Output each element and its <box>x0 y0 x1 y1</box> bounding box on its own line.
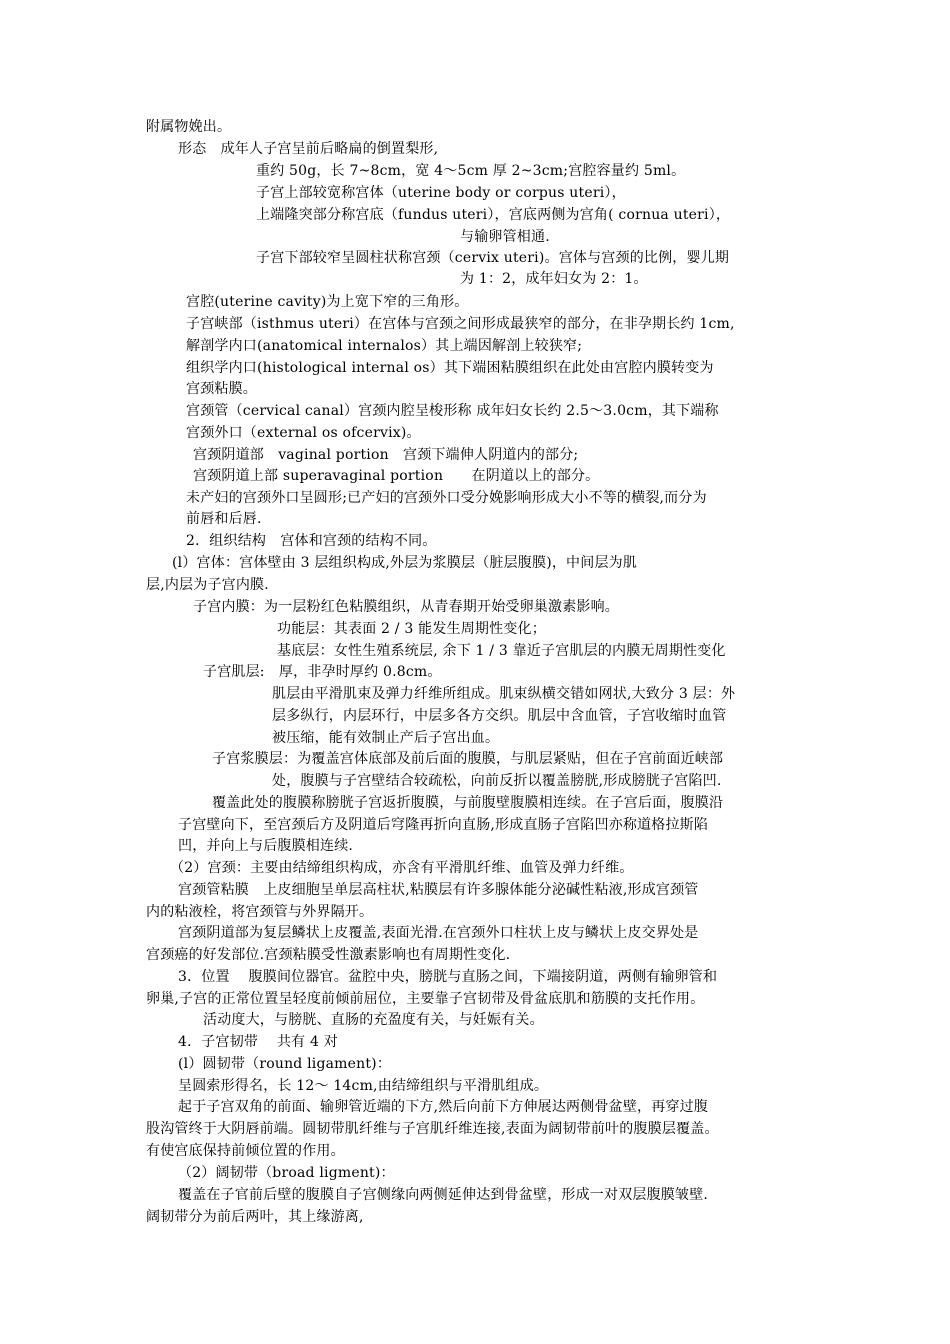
text-line: 2．组织结构 宫体和宫颈的结构不同。 <box>186 533 437 549</box>
text-line: 未产妇的宫颈外口呈圆形;已产妇的宫颈外口受分娩影响形成大小不等的横裂,而分为 <box>186 490 707 506</box>
text-line: 功能层：其表面 2 / 3 能发生周期性变化； <box>277 621 546 637</box>
text-line: 子宫壁向下，至宫颈后方及阴道后穹隆再折向直肠,形成直肠子宫陷凹亦称道格拉斯陷 <box>178 817 709 833</box>
text-line: (l）宫体：宫体壁由 3 层组织构成,外层为浆膜层（脏层腹膜)，中间层为肌 <box>172 555 638 571</box>
text-line: 阔韧带分为前后两叶，其上缘游离, <box>146 1209 364 1225</box>
text-line: 子宫下部较窄呈圆柱状称宫颈（cervix uteri)。宫体与宫颈的比例，婴儿期 <box>256 250 730 266</box>
text-line: (l）圆韧带（round ligament)： <box>178 1056 392 1072</box>
text-line: 被压缩，能有效制止产后子宫出血。 <box>272 730 500 746</box>
text-line: 子宫浆膜层：为覆盖宫体底部及前后面的腹膜，与肌层紧贴，但在子宫前面近峡部 <box>212 751 724 767</box>
text-line: 4．子宫韧带 共有 4 对 <box>178 1034 338 1050</box>
text-line: 前唇和后唇. <box>186 511 262 527</box>
text-line: 覆盖此处的腹膜称膀胱子宫返折腹膜，与前腹壁腹膜相连续。在子宫后面，腹膜沿 <box>212 795 724 811</box>
text-line: 内的粘液栓，将宫颈管与外界隔开。 <box>146 904 374 920</box>
text-line: （2）宫颈：主要由结缔组织构成，亦含有平滑肌纤维、血管及弹力纤维。 <box>170 860 634 876</box>
text-line: 子宫上部较宽称宫体（uterine body or corpus uteri）， <box>256 185 626 201</box>
text-line: 重约 50g，长 7~8cm，宽 4～5cm 厚 2~3cm;宫腔容量约 5ml。 <box>256 163 686 179</box>
text-line: 组织学内口(histological internal os）其下端困粘膜组织在此处由宫腔内膜转变为 <box>186 360 714 376</box>
text-line: 活动度大，与膀胱、直肠的充盈度有关，与妊娠有关。 <box>203 1012 544 1028</box>
text-line: 宫颈管（cervical canal）宫颈内腔呈梭形称 成年妇女长约 2.5～3.0cm，其下端称 <box>186 403 719 419</box>
text-line: 宫腔(uterine cavity)为上宽下窄的三角形。 <box>186 294 469 310</box>
text-line: 起于子宫双角的前面、输卵管近端的下方,然后向前下方伸展达两侧骨盆壁，再穿过腹 <box>178 1099 709 1115</box>
text-line: 有使宫底保持前倾位置的作用。 <box>146 1143 345 1159</box>
text-line: 凹，并向上与后腹膜相连续. <box>178 838 354 854</box>
text-line: 附属物娩出。 <box>146 119 232 135</box>
text-line: 宫颈阴道部 vaginal portion 宫颈下端伸人阴道内的部分; <box>193 447 579 463</box>
text-line: 层多纵行，内层环行，中层多各方交织。肌层中含血管，子宫收缩时血管 <box>272 708 727 724</box>
text-line: 宫颈阴道部为复层鳞状上皮覆盖,表面光滑.在宫颈外口柱状上皮与鳞状上皮交界处是 <box>178 925 699 941</box>
text-line: 呈圆索形得名，长 12～ 14cm,由结缔组织与平滑肌组成。 <box>178 1078 549 1094</box>
text-line: 卵巢,子宫的正常位置呈轻度前倾前屈位，主要靠子宫韧带及骨盆底肌和筋膜的支托作用。 <box>146 991 705 1007</box>
text-line: 3．位置 腹膜间位器官。盆腔中央，膀胱与直肠之间，下端接阴道，两侧有输卵管和 <box>178 969 718 985</box>
text-line: 层,内层为子宫内膜. <box>146 577 269 593</box>
text-line: 形态 成年人子宫呈前后略扁的倒置梨形, <box>178 141 439 157</box>
text-line: 处，腹膜与子宫壁结合较疏松，向前反折以覆盖膀胱,形成膀胱子宫陷凹. <box>272 773 722 789</box>
text-line: 宫颈阴道上部 superavaginal portion 在阴道以上的部分。 <box>193 468 600 484</box>
text-line: 子宫内膜：为一层粉红色粘膜组织，从青春期开始受卵巢激素影响。 <box>193 599 619 615</box>
text-line: 与输卵管相通. <box>460 229 550 245</box>
text-line: 宫颈外口（external os ofcervix)。 <box>186 425 421 441</box>
text-line: 上端隆突部分称宫底（fundus uteri），宫底两侧为宫角( cornua uteri）， <box>256 207 731 223</box>
text-line: 肌层由平滑肌束及弹力纤维所组成。肌束纵横交错如网状,大致分 3 层：外 <box>272 686 736 702</box>
text-line: 子宫峡部（isthmus uteri）在宫体与宫颈之间形成最狭窄的部分，在非孕期长约 1cm, <box>186 316 735 332</box>
text-line: 股沟管终于大阴唇前端。圆韧带肌纤维与子宫肌纤维连接,表面为阔韧带前叶的腹膜层覆盖。 <box>146 1121 719 1137</box>
text-line: 基底层：女性生殖系统层, 余下 1 / 3 靠近子宫肌层的内膜无周期性变化 <box>277 643 726 659</box>
text-line: 子宫肌层: 厚，非孕时厚约 0.8cm。 <box>203 664 442 680</box>
text-line: 宫颈癌的好发部位.宫颈粘膜受性激素影响也有周期性变化. <box>146 947 511 963</box>
text-line: 宫颈管粘膜 上皮细胞呈单层高柱状,粘膜层有许多腺体能分泌碱性粘液,形成宫颈管 <box>178 882 699 898</box>
text-line: 解剖学内口(anatomical internalos）其上端因解剖上较狭窄; <box>186 338 583 354</box>
text-line: 宫颈粘膜。 <box>186 381 257 397</box>
text-line: 为 1：2，成年妇女为 2：1。 <box>460 271 648 287</box>
text-line: （2）阔韧带（broad ligment)： <box>178 1165 395 1181</box>
text-line: 覆盖在子官前后壁的腹膜自子宫侧缘向两侧延伸达到骨盆壁，形成一对双层腹膜皱壁. <box>178 1187 709 1203</box>
